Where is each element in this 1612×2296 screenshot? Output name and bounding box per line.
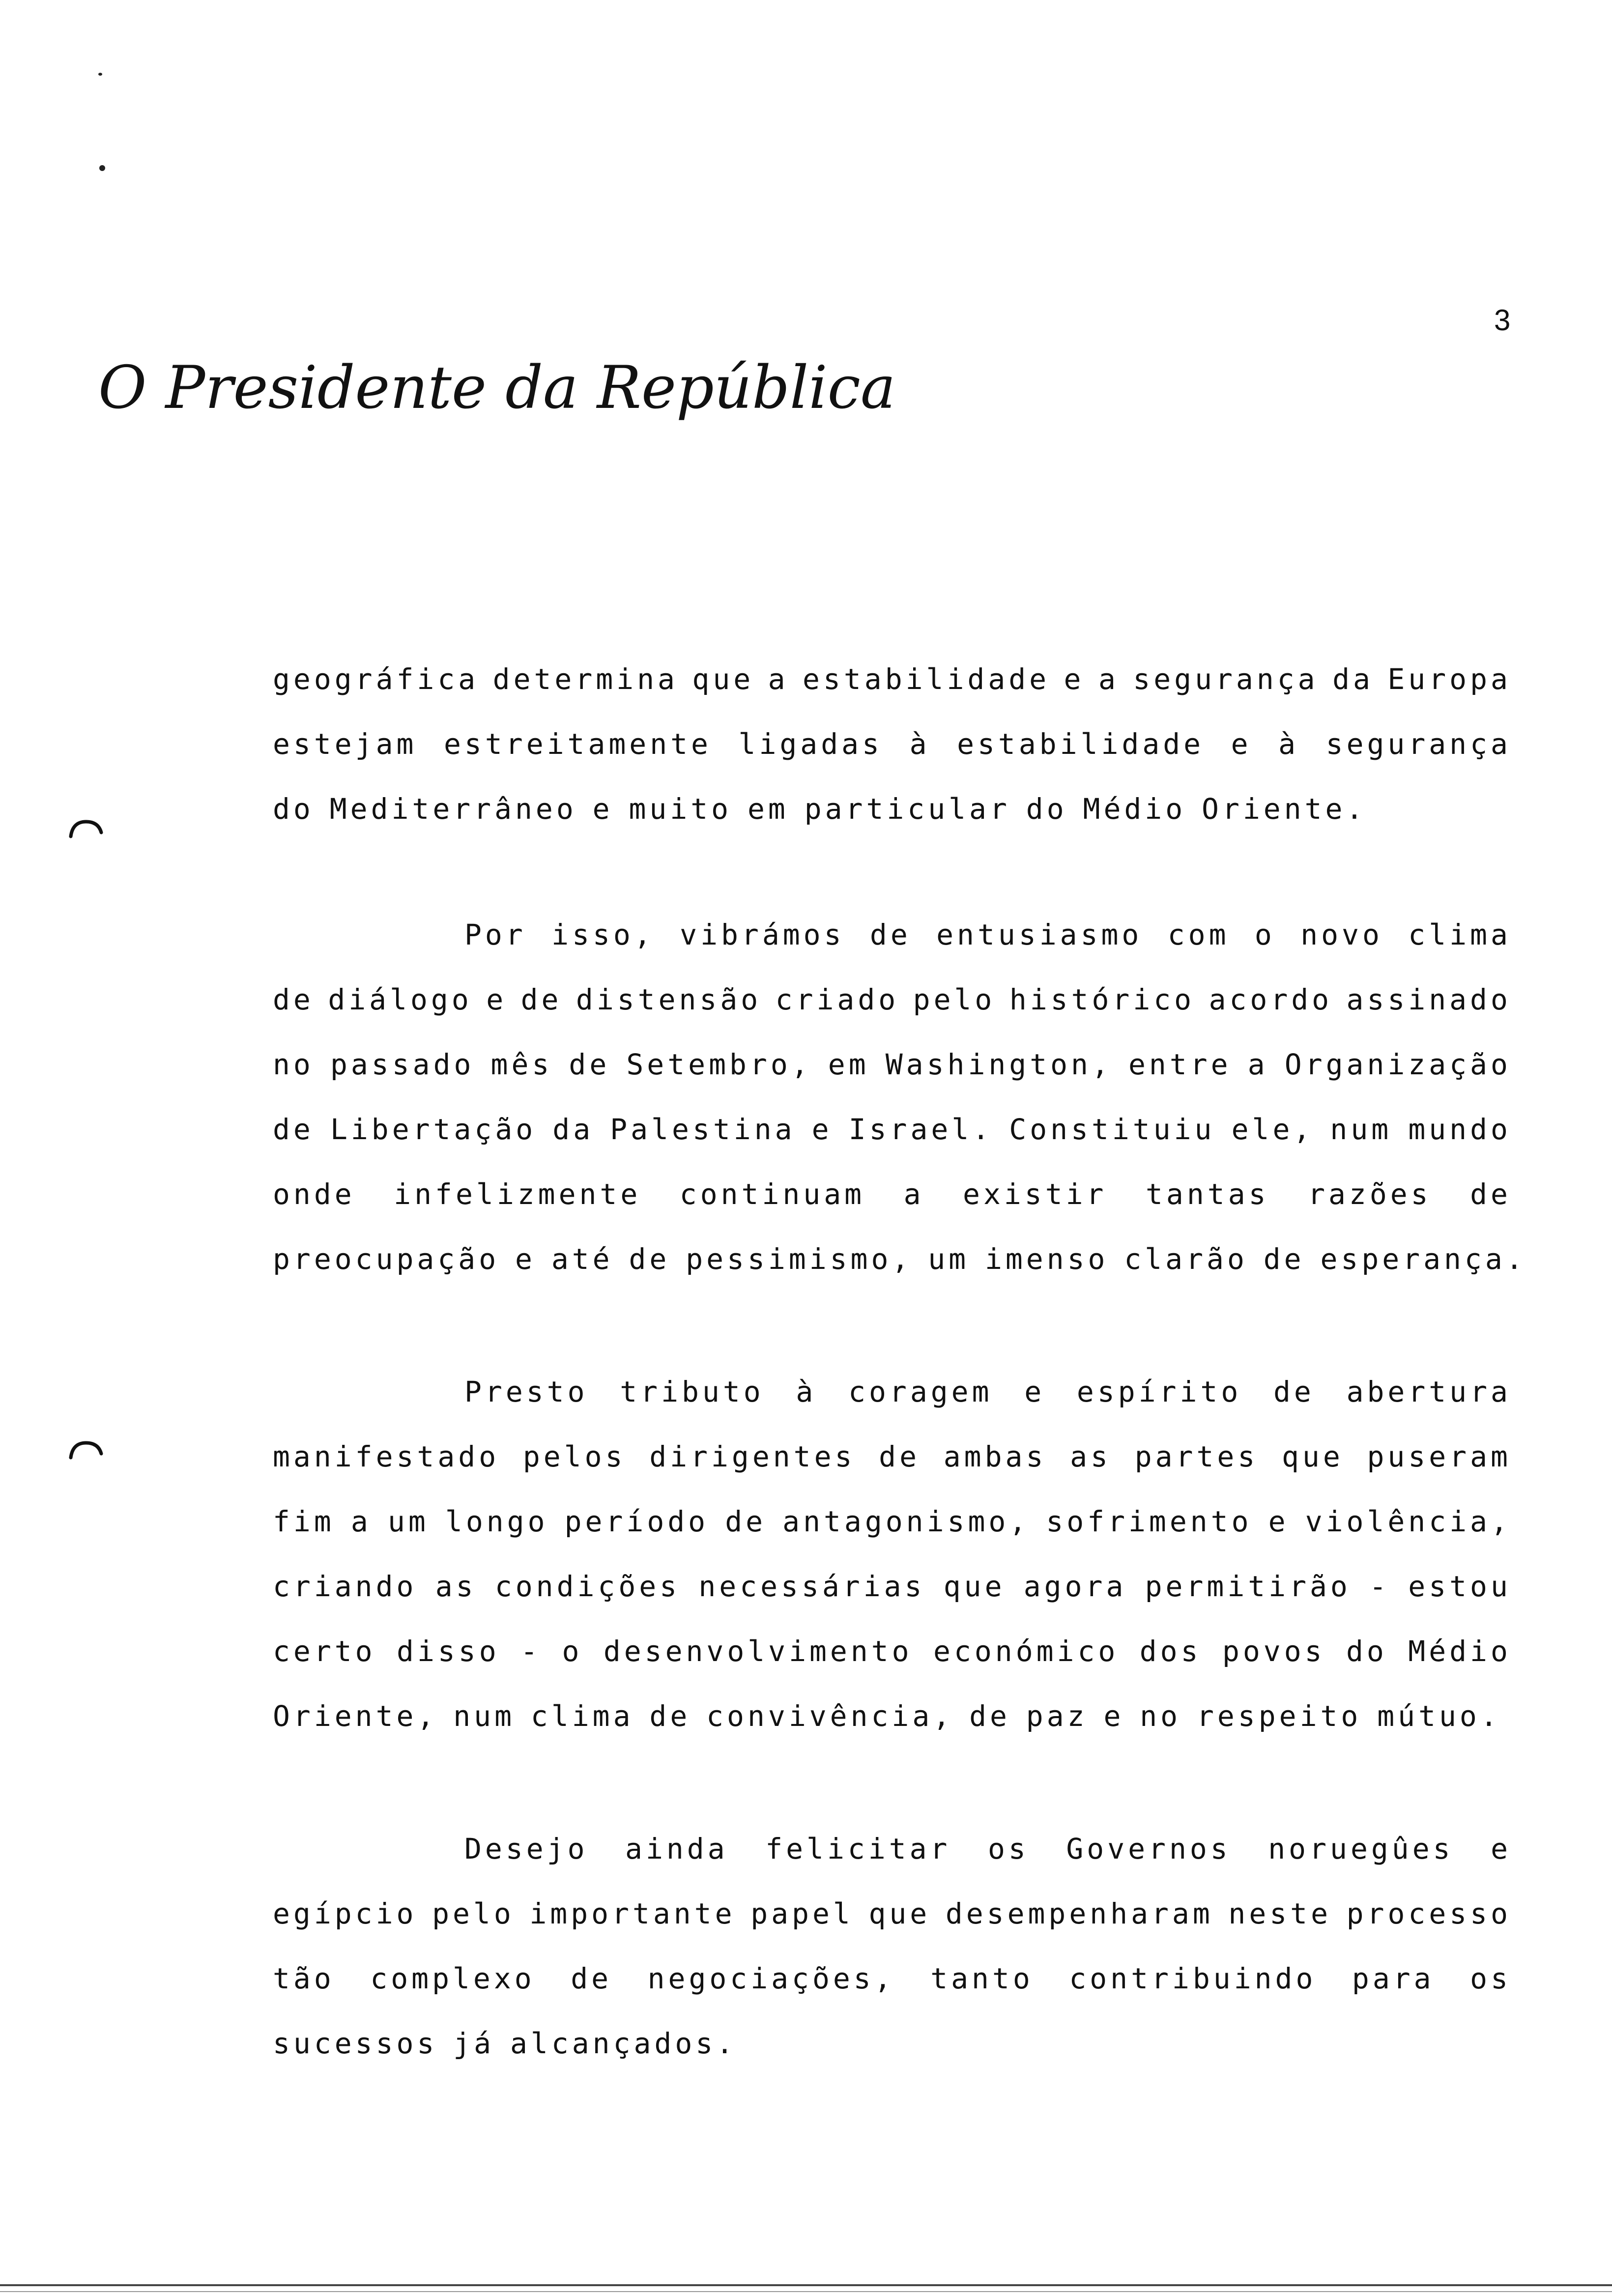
word: noruegûes (1268, 1832, 1454, 1866)
text-line (273, 1359, 1511, 1424)
word: estejam (273, 727, 417, 761)
word: mês (490, 1048, 553, 1081)
body-text (273, 1359, 1511, 1749)
body-text (273, 902, 1526, 1292)
text-line (273, 1554, 1511, 1619)
word: de (879, 1440, 921, 1473)
paragraph-1 (273, 647, 1511, 841)
punch-hole-mark (69, 820, 103, 837)
word: puseram (1367, 1440, 1511, 1473)
word: Governos (1066, 1832, 1231, 1866)
word: diálogo (328, 983, 472, 1016)
word: Setembro, (626, 1048, 812, 1081)
word: as (435, 1570, 477, 1603)
text-line (273, 1097, 1511, 1162)
word: de (273, 983, 314, 1016)
word: de (649, 1699, 691, 1733)
word: que (1281, 1440, 1344, 1473)
word: para (1352, 1962, 1435, 1995)
word: até (551, 1242, 613, 1276)
word: da (1332, 662, 1374, 696)
word: as (1070, 1440, 1111, 1473)
word: a (903, 1177, 924, 1211)
word: determina (492, 662, 678, 696)
word: tão (273, 1962, 335, 1995)
word: o (562, 1635, 583, 1668)
word: estabilidade (803, 662, 1050, 696)
body-text (273, 1816, 1511, 2076)
word: certo (273, 1635, 376, 1668)
word: negociações, (647, 1962, 895, 1995)
word: dos (1139, 1635, 1202, 1668)
word: a (350, 1505, 372, 1538)
letterhead-script (98, 344, 896, 442)
word: de (725, 1505, 767, 1538)
word: no (1140, 1699, 1181, 1733)
word: estreitamente (444, 727, 712, 761)
word: - (1369, 1570, 1390, 1603)
word: Médio (1083, 792, 1186, 826)
word: violência, (1305, 1505, 1511, 1538)
paragraph-2 (273, 902, 1526, 1292)
word: de (869, 918, 911, 951)
word: sucessos (273, 2027, 438, 2060)
word: criado (775, 983, 899, 1016)
word: tantas (1146, 1177, 1269, 1211)
word: coragem (848, 1375, 993, 1408)
word: novo (1300, 918, 1383, 951)
word: convivência, (706, 1699, 954, 1733)
word: respeito (1197, 1699, 1362, 1733)
scan-speck (99, 165, 105, 171)
word: Desejo (464, 1832, 588, 1866)
word: papel (750, 1897, 854, 1930)
word: e (515, 1242, 536, 1276)
word: a (1098, 662, 1119, 696)
word: e (1231, 727, 1252, 761)
text-line (273, 1032, 1511, 1097)
word: o (1254, 918, 1275, 951)
word: contribuindo (1069, 1962, 1317, 1995)
word: no (273, 1048, 314, 1081)
word: e (1103, 1699, 1124, 1733)
word: tanto (930, 1962, 1034, 1995)
bottom-edge-line (0, 2291, 1612, 2292)
word: de (569, 1048, 610, 1081)
word: do (1026, 792, 1067, 826)
word: de (520, 983, 562, 1016)
word: Libertação (330, 1113, 537, 1146)
word: um (928, 1242, 970, 1276)
word: entre (1128, 1048, 1232, 1081)
word: Palestina (610, 1113, 796, 1146)
word: onde (273, 1177, 355, 1211)
word: pelo (913, 983, 996, 1016)
word: em (747, 792, 789, 826)
word: permitirão (1145, 1570, 1351, 1603)
scan-speck (98, 73, 102, 76)
word: razões (1308, 1177, 1432, 1211)
word: vibrámos (680, 918, 845, 951)
word: um (387, 1505, 429, 1538)
word: e (811, 1113, 833, 1146)
word: continuam (679, 1177, 865, 1211)
letterhead-text: O Presidente da República (98, 354, 896, 422)
word: povos (1222, 1635, 1325, 1668)
word: egípcio (273, 1897, 417, 1930)
word: particular (804, 792, 1010, 826)
word: em (828, 1048, 869, 1081)
word: ainda (625, 1832, 728, 1866)
word: Constituiu (1009, 1113, 1215, 1146)
word: passado (330, 1048, 475, 1081)
word: Oriente. (1202, 792, 1367, 826)
word: necessárias (698, 1570, 925, 1603)
text-line (273, 647, 1511, 712)
word: de (969, 1699, 1010, 1733)
word: histórico (1009, 983, 1195, 1016)
word: sofrimento (1046, 1505, 1252, 1538)
word: e (1064, 662, 1085, 696)
word: clarão (1124, 1242, 1248, 1276)
word: à (796, 1375, 817, 1408)
text-line (273, 902, 1511, 967)
word: ligadas (738, 727, 883, 761)
word: Médio (1408, 1635, 1511, 1668)
word: económico (933, 1635, 1119, 1668)
text-line (273, 712, 1511, 776)
text-line (273, 776, 1511, 841)
word: agora (1023, 1570, 1127, 1603)
word: assinado (1346, 983, 1511, 1016)
word: entusiasmo (936, 918, 1143, 951)
word: felicitar (765, 1832, 951, 1866)
word: esperança. (1320, 1242, 1526, 1276)
text-line (273, 1881, 1511, 1946)
word: de (273, 1113, 314, 1146)
word: Washington, (885, 1048, 1112, 1081)
word: de (629, 1242, 670, 1276)
word: espírito (1076, 1375, 1242, 1408)
word: clima (1408, 918, 1511, 951)
word: pelos (522, 1440, 626, 1473)
word: partes (1134, 1440, 1259, 1473)
word: segurança (1325, 727, 1511, 761)
word: mútuo. (1377, 1699, 1501, 1733)
word: geográfica (273, 662, 479, 696)
text-line (273, 1424, 1511, 1489)
word: neste (1228, 1897, 1332, 1930)
text-line (273, 1162, 1511, 1227)
word: infelizmente (394, 1177, 641, 1211)
word: de (1263, 1242, 1305, 1276)
word: alcançados. (510, 2027, 737, 2060)
word: à (909, 727, 930, 761)
word: pelo (432, 1897, 515, 1930)
word: período (564, 1505, 709, 1538)
text-line (273, 1816, 1511, 1881)
text-line (273, 1227, 1526, 1292)
word: de (571, 1962, 612, 1995)
word: Por (464, 918, 526, 951)
word: dirigentes (649, 1440, 856, 1473)
text-line (273, 1489, 1511, 1554)
word: num (1330, 1113, 1392, 1146)
word: da (552, 1113, 594, 1146)
word: condições (494, 1570, 681, 1603)
word: imenso (984, 1242, 1109, 1276)
word: de (1273, 1375, 1315, 1408)
word: existir (963, 1177, 1107, 1211)
text-line (273, 1619, 1511, 1684)
bottom-edge-line (0, 2284, 1612, 2286)
word: desempenharam (945, 1897, 1213, 1930)
word: fim (273, 1505, 335, 1538)
word: criando (273, 1570, 417, 1603)
word: segurança (1133, 662, 1319, 696)
punch-hole-mark (69, 1441, 103, 1459)
word: a (1247, 1048, 1268, 1081)
word: tributo (620, 1375, 764, 1408)
word: estabilidade (957, 727, 1205, 761)
word: manifestado (273, 1440, 500, 1473)
word: estou (1408, 1570, 1511, 1603)
word: importante (529, 1897, 736, 1930)
word: isso, (551, 918, 655, 951)
paragraph-3 (273, 1359, 1511, 1749)
word: Mediterrâneo (329, 792, 577, 826)
word: de (1470, 1177, 1511, 1211)
word: com (1167, 918, 1230, 951)
word: do (1346, 1635, 1387, 1668)
word: à (1278, 727, 1299, 761)
word: ambas (943, 1440, 1047, 1473)
word: desenvolvimento (603, 1635, 913, 1668)
word: preocupação (273, 1242, 500, 1276)
word: Oriente, (273, 1699, 438, 1733)
word: do (273, 792, 314, 826)
text-line (273, 1684, 1511, 1749)
body-text (273, 647, 1511, 841)
word: paz (1026, 1699, 1088, 1733)
word: complexo (370, 1962, 535, 1995)
letterhead (98, 344, 896, 442)
word: clima (530, 1699, 634, 1733)
text-line (273, 1946, 1511, 2011)
word: que (692, 662, 754, 696)
word: que (868, 1897, 931, 1930)
word: distensão (576, 983, 762, 1016)
word: abertura (1346, 1375, 1511, 1408)
word: acordo (1209, 983, 1333, 1016)
word: e (486, 983, 507, 1016)
text-line (273, 2011, 1511, 2076)
word: Organização (1284, 1048, 1511, 1081)
word: já (453, 2027, 495, 2060)
word: longo (445, 1505, 548, 1538)
word: os (988, 1832, 1029, 1866)
word: e (1491, 1832, 1511, 1866)
word: Presto (464, 1375, 588, 1408)
word: processo (1346, 1897, 1511, 1930)
word: e (1024, 1375, 1045, 1408)
word: e (1268, 1505, 1289, 1538)
word: ele, (1231, 1113, 1314, 1146)
word: num (453, 1699, 516, 1733)
page-number: 3 (1494, 304, 1511, 337)
word: Europa (1387, 662, 1511, 696)
word: antagonismo, (782, 1505, 1030, 1538)
word: a (768, 662, 789, 696)
word: disso (397, 1635, 500, 1668)
word: - (520, 1635, 542, 1668)
word: Israel. (848, 1113, 993, 1146)
word: os (1470, 1962, 1511, 1995)
word: pessimismo, (686, 1242, 913, 1276)
word: muito (629, 792, 732, 826)
word: que (943, 1570, 1006, 1603)
paragraph-4 (273, 1816, 1511, 2076)
word: e (592, 792, 613, 826)
word: mundo (1408, 1113, 1511, 1146)
text-line (273, 967, 1511, 1032)
